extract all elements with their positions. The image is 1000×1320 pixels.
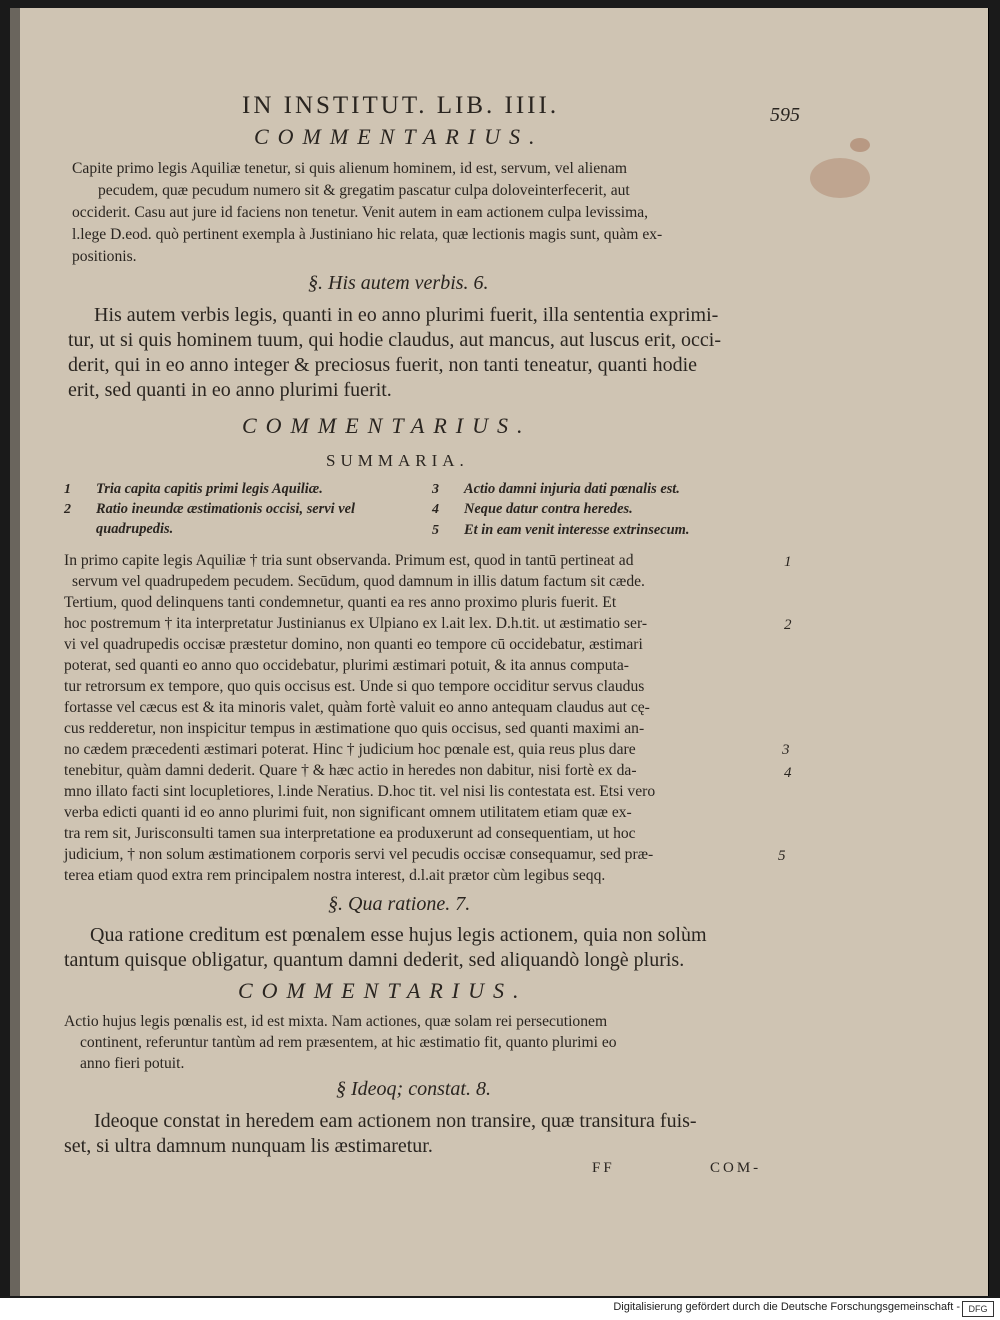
text-line: tra rem sit, Jurisconsulti tamen sua interpretatione ea produxerunt ad consequentiam, ut hoc — [64, 825, 636, 842]
commentarius-heading: COMMENTARIUS. — [242, 413, 532, 438]
text-line: tenebitur, quàm damni dederit. Quare † & hæc actio in heredes non dabitur, nisi fortè ex da- — [64, 762, 637, 779]
foxing-stain — [810, 158, 870, 198]
summaria-number: 2 — [64, 502, 71, 517]
margin-number: 3 — [782, 742, 790, 758]
text-line: terea etiam quod extra rem principalem nostra interest, d.l.ait prætor cùm legibus seqq. — [64, 867, 606, 884]
text-line: Tertium, quod delinquens tanti condemnetur, quanti ea res anno proximo pluris fuerit. Et — [64, 594, 617, 611]
text-line: tantum quisque obligatur, quantum damni dederit, sed aliquandò longè pluris. — [64, 949, 685, 971]
text-line: hoc postremum † ita interpretatur Justinianus ex Ulpiano ex l.ait lex. D.h.tit. ut æstimatio ser- — [64, 615, 648, 632]
text-line: cus redderetur, non inspicitur tempus in æstimatione quo quis occisus, sed quanti maximi an- — [64, 720, 645, 737]
text-line: derit, qui in eo anno integer & preciosus fuerit, non tanti teneatur, quanti hodie — [68, 354, 698, 376]
margin-number: 4 — [784, 765, 792, 781]
summaria-number: 5 — [432, 523, 439, 538]
text-line: continent, referuntur tantùm ad rem præsentem, at hic æstimatio fit, quanto plurimi eo — [80, 1034, 617, 1051]
text-line: vi vel quadrupedis occisæ præstetur domino, non quanti eo tempore cū occidebatur, æstimari — [64, 636, 643, 653]
text-line: Actio hujus legis pœnalis est, id est mixta. Nam actiones, quæ solam rei persecutionem — [64, 1013, 608, 1030]
section-title: §. Qua ratione. 7. — [328, 893, 471, 915]
page-edge — [10, 8, 20, 1296]
footer-bar — [0, 1298, 1000, 1320]
catchword: COM- — [710, 1160, 762, 1176]
text-line: erit, sed quanti in eo anno plurimi fuerit. — [68, 379, 392, 401]
text-line: judicium, † non solum æstimationem corporis servi vel pecudis occisæ consequamur, sed præ- — [64, 846, 654, 863]
text-line: pecudem, quæ pecudum numero sit & gregatim pascatur culpa doloveinterfecerit, aut — [98, 182, 630, 199]
running-head: IN INSTITUT. LIB. IIII. — [242, 92, 560, 119]
text-line: no cædem præcedenti æstimari poterat. Hinc † judicium hoc pœnale est, quia reus plus dare — [64, 741, 636, 758]
margin-number: 5 — [778, 848, 786, 864]
summaria-item: Ratio ineundæ æstimationis occisi, servi vel — [96, 501, 356, 517]
foxing-stain — [850, 138, 870, 152]
text-line: tur retrorsum ex tempore, quo quis occisus est. Unde si quo tempore occiditur servus claudus — [64, 678, 645, 695]
commentarius-heading: COMMENTARIUS. — [238, 978, 528, 1003]
signature-mark: FF — [592, 1160, 615, 1176]
text-line: In primo capite legis Aquiliæ † tria sunt observanda. Primum est, quod in tantū pertineat ad — [64, 552, 634, 569]
summaria-heading: SUMMARIA. — [326, 451, 469, 470]
summaria-number: 3 — [432, 482, 439, 497]
summaria-item: Neque datur contra heredes. — [464, 501, 633, 517]
text-line: anno fieri potuit. — [80, 1055, 185, 1072]
summaria-item: Actio damni injuria dati pœnalis est. — [464, 481, 680, 497]
margin-number: 2 — [784, 617, 792, 633]
summaria-item: Et in eam venit interesse extrinsecum. — [464, 522, 690, 538]
text-line: poterat, sed quanti eo anno quo occidebatur, plurimi æstimari potuit, & ita annus computa- — [64, 657, 629, 674]
summaria-item: Tria capita capitis primi legis Aquiliæ. — [96, 481, 323, 497]
book-page — [10, 8, 989, 1296]
commentarius-heading: COMMENTARIUS. — [254, 124, 544, 149]
text-line: l.lege D.eod. quò pertinent exempla à Justiniano hic relata, quæ lectionis magis sunt, quàm ex- — [72, 226, 663, 243]
dfg-logo: DFG — [962, 1301, 994, 1317]
section-title: §. His autem verbis. 6. — [308, 272, 489, 294]
text-line: Capite primo legis Aquiliæ tenetur, si quis alienum hominem, id est, servum, vel alienam — [72, 160, 628, 177]
text-line: verba edicti quanti id eo anno plurimi fuit, non significant omnem utilitatem etiam quæ ex- — [64, 804, 632, 821]
page-number: 595 — [770, 104, 800, 126]
text-line: fortasse vel cæcus est & ita minoris valet, quàm fortè valuit eo anno antequam claudus aut cę- — [64, 699, 650, 716]
summaria-item: quadrupedis. — [96, 521, 174, 537]
text-line: set, si ultra damnum nunquam lis æstimaretur. — [64, 1135, 433, 1157]
text-line: mno illato facti sint locupletiores, l.inde Neratius. D.hoc tit. vel nisi lis contestata est. Etsi vero — [64, 783, 656, 800]
margin-number: 1 — [784, 554, 792, 570]
text-line: Ideoque constat in heredem eam actionem non transire, quæ transitura fuis- — [94, 1110, 697, 1132]
summaria-number: 1 — [64, 482, 71, 497]
text-line: Qua ratione creditum est pœnalem esse hujus legis actionem, quia non solùm — [90, 924, 707, 946]
text-line: tur, ut si quis hominem tuum, qui hodie claudus, aut mancus, aut luscus erit, occi- — [68, 329, 721, 351]
text-line: positionis. — [72, 248, 137, 265]
footer-credit: Digitalisierung gefördert durch die Deutsche Forschungsgemeinschaft - — [613, 1301, 960, 1313]
section-title: § Ideoq; constat. 8. — [336, 1078, 491, 1100]
text-line: servum vel quadrupedem pecudem. Secūdum, quod damnum in illis datum factum sit cæde. — [72, 573, 645, 590]
summaria-number: 4 — [432, 502, 439, 517]
text-line: His autem verbis legis, quanti in eo anno plurimi fuerit, illa sententia exprimi- — [94, 304, 719, 326]
text-line: occiderit. Casu aut jure id faciens non tenetur. Venit autem in eam actionem culpa levissima, — [72, 204, 649, 221]
